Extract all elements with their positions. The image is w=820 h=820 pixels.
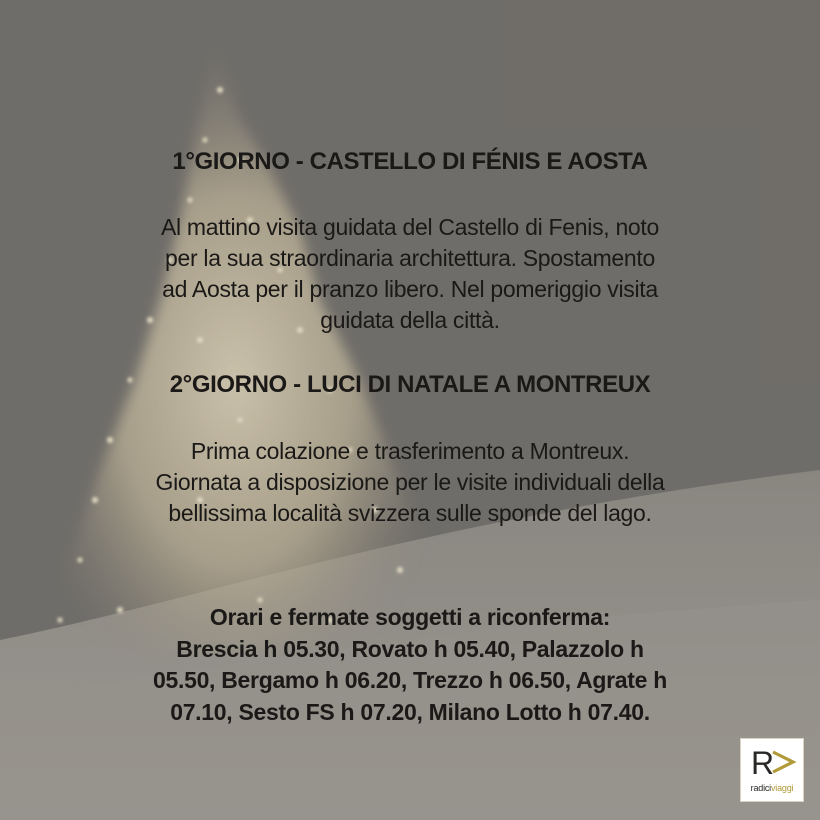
day2-description [90, 436, 730, 529]
logo-mark-icon [749, 745, 797, 779]
schedule-block [70, 602, 750, 728]
day1-line: Al mattino visita guidata del Castello di Fenis, noto [160, 214, 660, 240]
day2-line: bellissima località svizzera sulle sponde del lago. [168, 500, 652, 526]
day1-description [90, 212, 730, 336]
day1-line: ad Aosta per il pranzo libero. Nel pomeriggio visita [162, 276, 658, 302]
schedule-line: Brescia h 05.30, Rovato h 05.40, Palazzolo h [176, 635, 644, 662]
logo-wordmark [741, 783, 803, 793]
logo-text-viaggi: viaggi [770, 783, 794, 793]
day2-title: 2°GIORNO - LUCI DI NATALE A MONTREUX [169, 371, 651, 398]
schedule-line: 07.10, Sesto FS h 07.20, Milano Lotto h 07.40. [170, 698, 650, 725]
schedule-line: 05.50, Bergamo h 06.20, Trezzo h 06.50, Agrate h [153, 667, 667, 693]
day1-title: 1°GIORNO - CASTELLO DI FÉNIS E AOSTA [172, 148, 648, 175]
day1-line: per la sua straordinaria architettura. Spostamento [165, 245, 655, 271]
radiciviaggi-logo [740, 738, 804, 802]
schedule-line: Orari e fermate soggetti a riconferma: [209, 604, 611, 630]
day1-line: guidata della città. [320, 307, 500, 333]
day2-line: Prima colazione e trasferimento a Montreux. [190, 438, 630, 464]
svg-text:R: R [751, 745, 775, 779]
day2-line: Giornata a disposizione per le visite individuali della [155, 469, 665, 495]
logo-text-radici: radici [750, 783, 771, 793]
